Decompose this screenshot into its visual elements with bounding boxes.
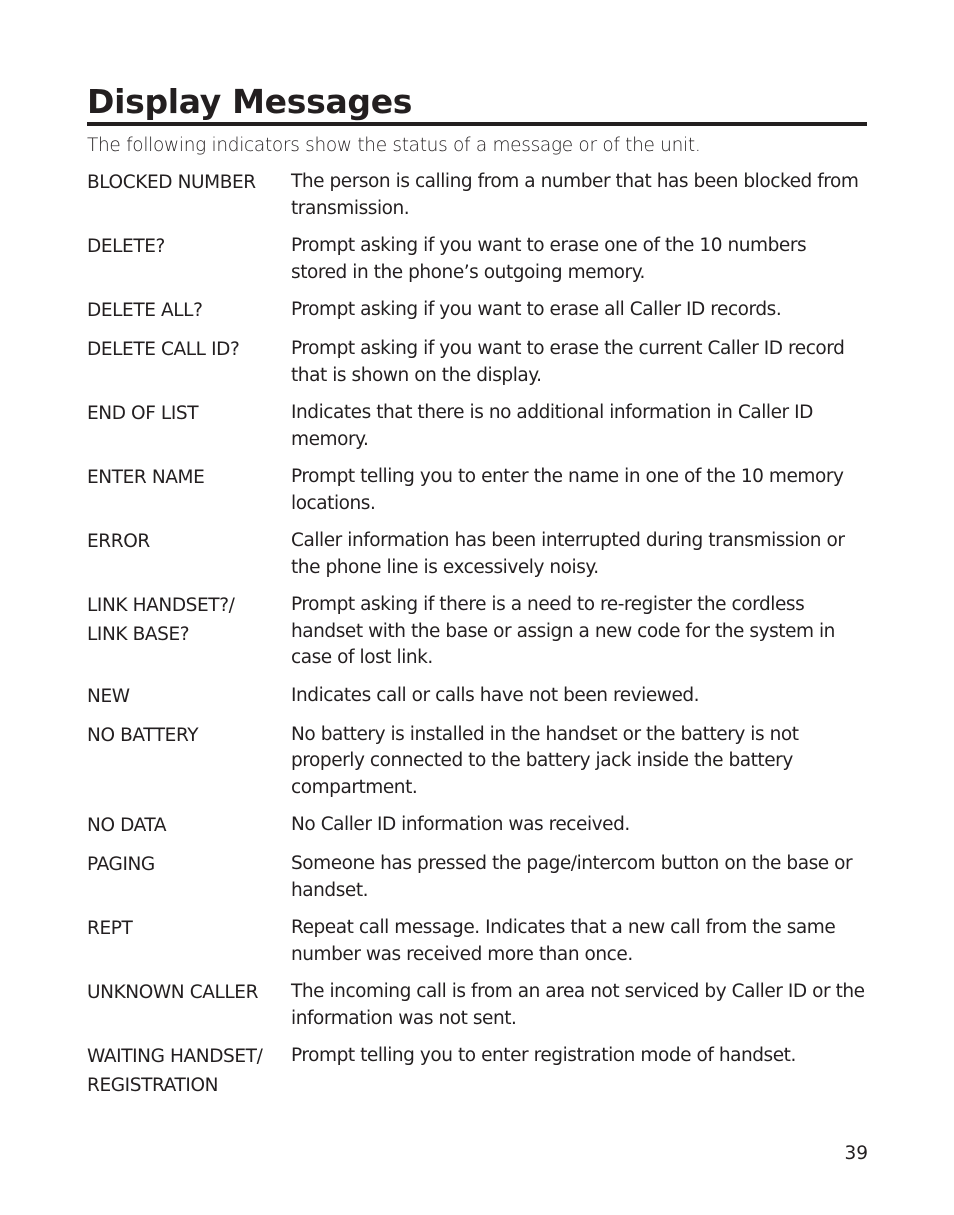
list-item	[87, 1042, 867, 1100]
message-term: UNKNOWN CALLER	[87, 982, 259, 1003]
message-description: No battery is installed in the handset or the battery is not properly connected to the battery jack inside the battery compartment.	[291, 723, 799, 798]
message-term: LINK HANDSET?/ LINK BASE?	[87, 595, 235, 645]
message-description: Prompt telling you to enter registration mode of handset.	[291, 1045, 796, 1066]
message-term: REPT	[87, 918, 133, 939]
page-title: Display Messages	[87, 82, 413, 121]
message-description: The person is calling from a number that has been blocked from transmission.	[291, 171, 859, 219]
message-term: ERROR	[87, 531, 150, 552]
list-item	[87, 399, 867, 453]
message-description: Indicates that there is no additional information in Caller ID memory.	[291, 402, 813, 450]
message-description: The incoming call is from an area not serviced by Caller ID or the information was not sent.	[291, 981, 865, 1029]
list-item	[87, 850, 867, 904]
message-description: Prompt asking if you want to erase one of the 10 numbers stored in the phone’s outgoing memory.	[291, 235, 807, 283]
list-item	[87, 978, 867, 1032]
message-description: Indicates call or calls have not been reviewed.	[291, 684, 700, 706]
list-item	[87, 682, 867, 711]
intro-text: The following indicators show the status of a message or of the unit.	[87, 135, 701, 156]
list-item	[87, 914, 867, 968]
message-description: Prompt asking if you want to erase all Caller ID records.	[291, 299, 782, 320]
message-description: Prompt asking if there is a need to re-register the cordless handset with the base or assign a new code for the system in case of lost link.	[291, 594, 835, 668]
message-term: ENTER NAME	[87, 467, 205, 488]
message-term: DELETE?	[87, 236, 165, 257]
message-term: NO BATTERY	[87, 724, 199, 746]
message-term: NO DATA	[87, 815, 167, 836]
list-item	[87, 463, 867, 517]
message-term: DELETE CALL ID?	[87, 339, 240, 360]
list-item	[87, 591, 867, 672]
list-item	[87, 335, 867, 389]
message-term: PAGING	[87, 854, 155, 875]
message-term: WAITING HANDSET/ REGISTRATION	[87, 1046, 263, 1096]
message-description: Repeat call message. Indicates that a new call from the same number was received more than once.	[291, 917, 836, 965]
list-item	[87, 232, 867, 286]
message-description: Prompt asking if you want to erase the current Caller ID record that is shown on the display.	[291, 338, 845, 386]
message-term: NEW	[87, 685, 130, 707]
message-description: Someone has pressed the page/intercom button on the base or handset.	[291, 853, 853, 901]
list-item	[87, 721, 867, 802]
list-item	[87, 527, 867, 581]
list-item	[87, 296, 867, 325]
message-term: DELETE ALL?	[87, 300, 203, 321]
list-item	[87, 811, 867, 840]
message-description: Prompt telling you to enter the name in one of the 10 memory locations.	[291, 466, 844, 514]
list-item	[87, 168, 867, 222]
message-description: Caller information has been interrupted during transmission or the phone line is excessively noisy.	[291, 530, 845, 578]
message-term: END OF LIST	[87, 403, 199, 424]
message-description: No Caller ID information was received.	[291, 814, 630, 835]
page-number: 39	[844, 1143, 868, 1164]
display-messages-list	[87, 168, 867, 1110]
message-term: BLOCKED NUMBER	[87, 172, 256, 193]
title-rule	[87, 122, 867, 126]
